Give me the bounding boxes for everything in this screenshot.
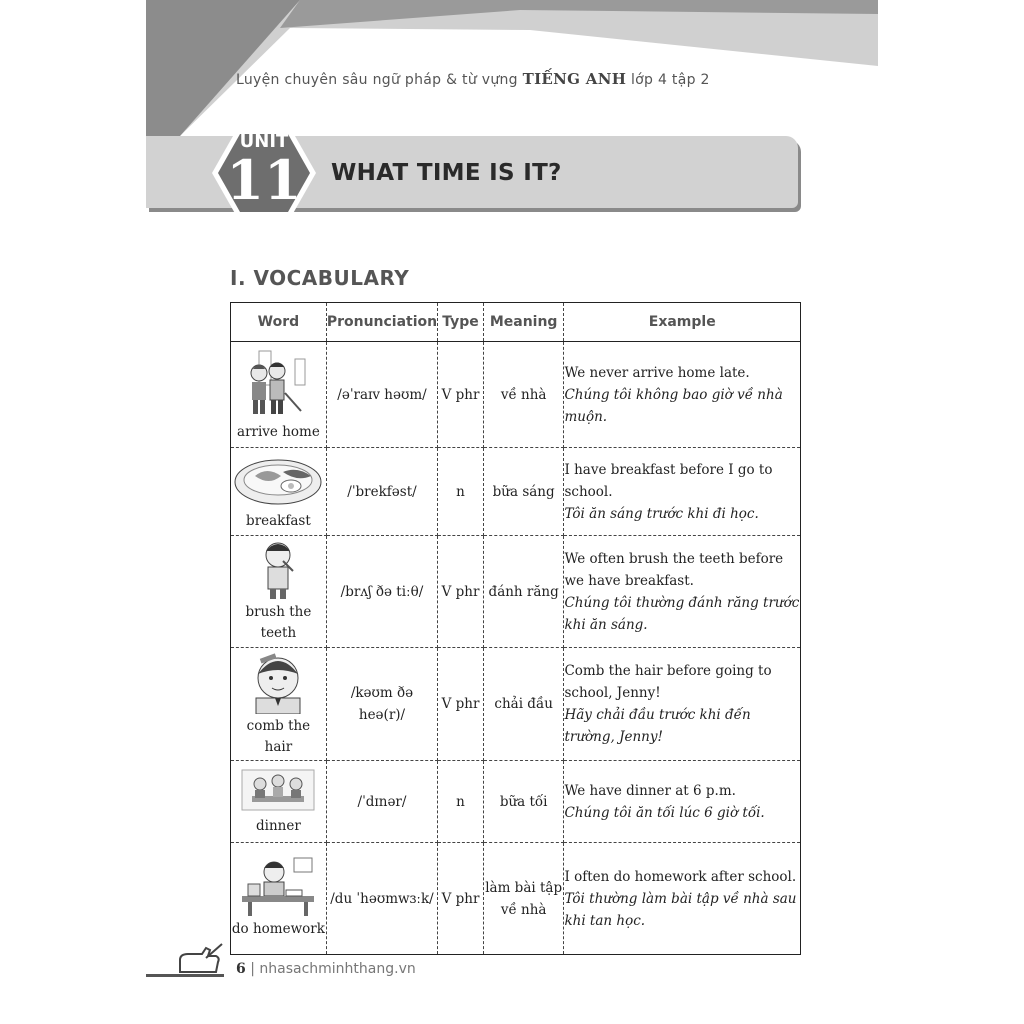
- pronunciation-cell: /ˈbrekfəst/: [326, 448, 437, 536]
- writing-hand-icon: [176, 942, 226, 976]
- example-english: We often brush the teeth before we have breakfast.: [564, 550, 784, 589]
- word-text: breakfast: [246, 513, 311, 529]
- footer-separator: |: [250, 961, 255, 977]
- word-text: dinner: [256, 818, 301, 834]
- word-text: comb the hair: [246, 718, 311, 755]
- meaning-cell: chải đầu: [483, 648, 564, 761]
- example-cell: [564, 761, 801, 843]
- type-cell: n: [438, 761, 484, 843]
- example-vietnamese: Chúng tôi không bao giờ về nhà muộn.: [564, 386, 783, 425]
- meaning-cell: đánh răng: [483, 536, 564, 648]
- word-text: arrive home: [237, 424, 320, 440]
- table-row: [231, 761, 801, 843]
- boy-combing-hair-icon: [231, 648, 326, 716]
- meaning-cell: bữa tối: [483, 761, 564, 843]
- publisher-site: nhasachminhthang.vn: [259, 961, 416, 977]
- book-title-suffix: lớp 4 tập 2: [630, 72, 710, 88]
- pronunciation-cell: /kəʊm ðə heə(r)/: [326, 648, 437, 761]
- word-cell: [231, 448, 327, 536]
- type-cell: V phr: [438, 342, 484, 448]
- pronunciation-cell: /brʌʃ ðə tiːθ/: [326, 536, 437, 648]
- header-dark-triangle: [146, 0, 300, 136]
- word-cell: [231, 761, 327, 843]
- table-row: [231, 536, 801, 648]
- type-cell: V phr: [438, 536, 484, 648]
- boy-brushing-teeth-icon: [231, 538, 326, 602]
- book-title-prefix: Luyện chuyên sâu ngữ pháp & từ vựng: [236, 72, 518, 88]
- type-cell: V phr: [438, 648, 484, 761]
- example-cell: [564, 648, 801, 761]
- example-english: I have breakfast before I go to school.: [564, 461, 773, 500]
- family-dinner-icon: [231, 764, 326, 816]
- unit-label: UNIT: [239, 131, 289, 152]
- word-cell: [231, 648, 327, 761]
- word-cell: [231, 342, 327, 448]
- pronunciation-cell: /əˈraɪv həʊm/: [326, 342, 437, 448]
- example-english: Comb the hair before going to school, Jenny!: [564, 663, 772, 701]
- example-english: I often do homework after school.: [564, 868, 797, 885]
- book-title: [236, 70, 710, 88]
- example-vietnamese: Tôi ăn sáng trước khi đi học.: [564, 505, 759, 522]
- example-vietnamese: Tôi thường làm bài tập về nhà sau khi tan học.: [564, 890, 797, 929]
- pronunciation-cell: /du ˈhəʊmwɜːk/: [326, 843, 437, 955]
- table-row: [231, 342, 801, 448]
- footer: [236, 961, 416, 977]
- table-row: [231, 843, 801, 955]
- example-vietnamese: Chúng tôi thường đánh răng trước khi ăn sáng.: [564, 594, 800, 633]
- word-text: do homework: [231, 921, 325, 937]
- column-header-word: Word: [231, 303, 327, 342]
- word-cell: [231, 843, 327, 955]
- example-vietnamese: Chúng tôi ăn tối lúc 6 giờ tối.: [564, 804, 765, 821]
- example-english: We never arrive home late.: [564, 364, 750, 381]
- pronunciation-cell: /ˈdɪnər/: [326, 761, 437, 843]
- boy-doing-homework-icon: [231, 855, 326, 919]
- table-row: [231, 648, 801, 761]
- breakfast-plate-icon: [231, 449, 326, 511]
- meaning-cell: về nhà: [483, 342, 564, 448]
- table-row: [231, 448, 801, 536]
- book-title-bold: TIẾNG ANH: [522, 70, 627, 88]
- type-cell: n: [438, 448, 484, 536]
- example-cell: [564, 843, 801, 955]
- section-heading: I. VOCABULARY: [230, 266, 410, 290]
- example-cell: [564, 448, 801, 536]
- column-header-type: Type: [438, 303, 484, 342]
- word-cell: [231, 536, 327, 648]
- column-header-meaning: Meaning: [483, 303, 564, 342]
- page-number: 6: [236, 961, 246, 977]
- column-header-pronunciation: Pronunciation: [326, 303, 437, 342]
- vocabulary-table: [230, 302, 801, 955]
- meaning-cell: làm bài tập về nhà: [483, 843, 564, 955]
- example-english: We have dinner at 6 p.m.: [564, 782, 736, 799]
- example-vietnamese: Hãy chải đầu trước khi đến trường, Jenny!: [564, 707, 751, 745]
- word-text: brush the teeth: [245, 603, 312, 641]
- kids-walking-home-icon: [231, 344, 326, 422]
- type-cell: V phr: [438, 843, 484, 955]
- column-header-example: Example: [564, 303, 801, 342]
- unit-number: 11: [226, 148, 302, 212]
- example-cell: [564, 342, 801, 448]
- table-header-row: [231, 303, 801, 342]
- unit-title: WHAT TIME IS IT?: [331, 160, 562, 186]
- meaning-cell: bữa sáng: [483, 448, 564, 536]
- example-cell: [564, 536, 801, 648]
